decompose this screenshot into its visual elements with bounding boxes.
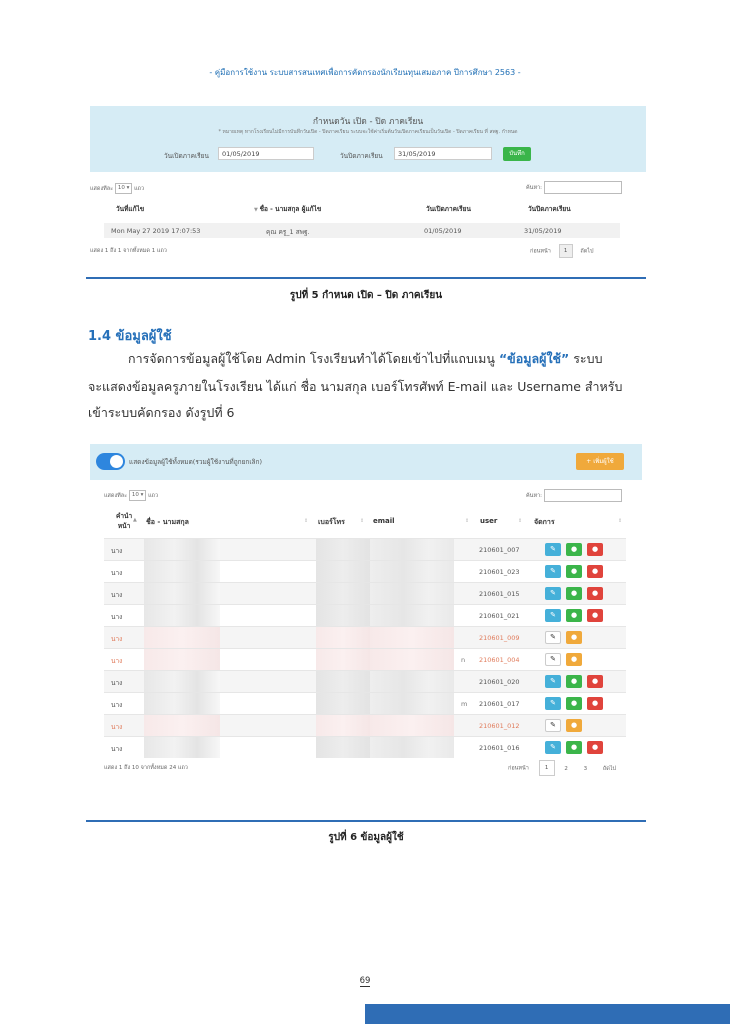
cell-title: นาง — [111, 679, 123, 687]
redacted-phone — [316, 715, 370, 736]
circle-x-icon: ● — [591, 589, 599, 597]
pencil-icon: ✎ — [550, 611, 556, 619]
page-size-select[interactable]: 10 ▾ — [129, 490, 147, 501]
redacted-email — [370, 561, 454, 582]
column-header-close-date[interactable]: วันปิดภาคเรียน — [528, 205, 571, 213]
pencil-icon: ✎ — [550, 699, 556, 707]
table-row — [104, 648, 626, 670]
table-row — [104, 736, 626, 758]
redacted-name — [144, 539, 220, 560]
column-header-phone[interactable]: เบอร์โทร — [318, 518, 345, 526]
enable-button[interactable] — [566, 741, 582, 754]
pencil-icon: ✎ — [550, 721, 556, 729]
page-2-button[interactable]: 2 — [564, 765, 568, 772]
column-header-title-line1: คำนำ — [116, 512, 133, 520]
cell-email-tail: m — [461, 700, 468, 708]
cell-username: 210601_017 — [479, 700, 520, 708]
cell-username: 210601_020 — [479, 678, 520, 686]
redacted-phone — [316, 693, 370, 714]
figure-6-screenshot — [90, 444, 646, 774]
page-size-suffix: แถว — [134, 186, 145, 192]
table-info: แสดง 1 ถึง 10 จากทั้งหมด 24 แถว — [104, 765, 188, 771]
sort-icon: ⇕ — [465, 518, 470, 524]
search-label: ค้นหา: — [526, 493, 543, 499]
pencil-icon: ✎ — [550, 567, 556, 575]
pencil-icon: ✎ — [550, 743, 556, 751]
column-header-manage[interactable]: จัดการ — [534, 518, 555, 526]
dot-icon: ● — [570, 699, 578, 707]
redacted-phone — [316, 737, 370, 758]
dot-icon: ● — [570, 545, 578, 553]
cell-username: 210601_021 — [479, 612, 520, 620]
search-control — [526, 489, 622, 502]
redacted-phone — [316, 627, 370, 648]
search-input[interactable] — [544, 489, 622, 502]
redacted-email — [370, 649, 454, 670]
circle-x-icon: ● — [591, 567, 599, 575]
table-row — [104, 604, 626, 626]
redacted-email — [370, 583, 454, 604]
table-row — [104, 560, 626, 582]
redacted-email — [370, 539, 454, 560]
add-user-button[interactable]: + เพิ่มผู้ใช้ — [576, 453, 624, 470]
column-header-editor-label: ชื่อ - นามสกุล ผู้แก้ไข — [259, 205, 322, 213]
para-text-c: ระบบ — [569, 351, 603, 366]
pencil-icon: ✎ — [550, 545, 556, 553]
search-control — [526, 181, 622, 194]
edit-button[interactable] — [545, 675, 561, 688]
panel-title: กำหนดวัน เปิด - ปิด ภาคเรียน — [312, 117, 424, 127]
disable-button[interactable] — [587, 741, 603, 754]
show-all-label: แสดงข้อมูลผู้ใช้ทั้งหมด(รวมผู้ใช้งานที่ถูกยกเลิก) — [129, 458, 263, 466]
table-row — [104, 692, 626, 714]
circle-x-icon: ● — [591, 699, 599, 707]
sort-desc-icon: ▼ — [254, 207, 260, 213]
table-row — [104, 714, 626, 736]
edit-button[interactable] — [545, 631, 561, 644]
page-size-suffix: แถว — [148, 493, 159, 499]
redacted-name — [144, 649, 220, 670]
restore-button[interactable] — [566, 719, 582, 732]
table-row — [104, 538, 626, 560]
redacted-name — [144, 627, 220, 648]
search-input[interactable] — [544, 181, 622, 194]
pencil-icon: ✎ — [550, 655, 556, 663]
edit-button[interactable] — [545, 653, 561, 666]
page-size-value: 10 — [117, 185, 125, 191]
page-1-button[interactable]: 1 — [539, 760, 555, 776]
column-header-editor[interactable] — [254, 204, 321, 214]
next-page-link[interactable]: ถัดไป — [602, 765, 617, 772]
sort-icon: ⇕ — [518, 518, 523, 524]
redacted-email — [370, 671, 454, 692]
circle-x-icon: ● — [591, 677, 599, 685]
cell-username: 210601_009 — [479, 634, 520, 642]
pagination — [530, 244, 594, 258]
column-header-name[interactable]: ชื่อ - นามสกุล — [146, 518, 189, 526]
cell-username: 210601_007 — [479, 546, 520, 554]
enable-button[interactable] — [566, 697, 582, 710]
redacted-phone — [316, 671, 370, 692]
cell-email-tail: n — [461, 656, 466, 664]
page-3-button[interactable]: 3 — [583, 765, 588, 772]
cell-edit-date: Mon May 27 2019 17:07:53 — [111, 227, 201, 235]
redacted-name — [144, 671, 220, 692]
redacted-name — [144, 583, 220, 604]
close-date-input[interactable]: 31/05/2019 — [394, 147, 492, 160]
disable-button[interactable] — [587, 675, 603, 688]
page-number — [0, 976, 730, 986]
circle-x-icon: ● — [591, 743, 599, 751]
redacted-phone — [316, 605, 370, 626]
figure-6-caption: รูปที่ 6 ข้อมูลผู้ใช้ — [328, 832, 404, 843]
disable-button[interactable] — [587, 697, 603, 710]
page-size-control — [90, 183, 144, 194]
column-header-open-date[interactable]: วันเปิดภาคเรียน — [426, 205, 471, 213]
show-all-toggle[interactable] — [96, 453, 125, 470]
enable-button[interactable] — [566, 543, 582, 556]
open-date-label: วันเปิดภาคเรียน — [164, 152, 209, 160]
panel-note: * หมายเหตุ หากโรงเรียนไม่มีการบันทึกวันเปิด - ปิดภาคเรียน ระบบจะใช้ค่าเริ่มต้นวันเปิดภาคเรียนเป็นวันเปิด - ปิดภาคเรียน ที่ สพฐ. กำหนด — [218, 129, 518, 135]
edit-button[interactable] — [545, 587, 561, 600]
paragraph-line-1 — [88, 347, 648, 371]
cell-title: นาง — [111, 569, 123, 577]
cell-open-date: 01/05/2019 — [424, 227, 462, 235]
cell-username: 210601_016 — [479, 744, 520, 752]
edit-button[interactable] — [545, 609, 561, 622]
footer-bar — [365, 1004, 730, 1024]
redacted-email — [370, 605, 454, 626]
cell-close-date: 31/05/2019 — [524, 227, 562, 235]
cell-title: นาง — [111, 613, 123, 621]
cell-title: นาง — [111, 657, 123, 665]
para-text-a: การจัดการข้อมูลผู้ใช้โดย Admin โรงเรียนทำได้โดยเข้าไปที่แถบเมนู — [128, 351, 499, 366]
page-size-prefix: แสดงทีละ — [90, 186, 114, 192]
redacted-phone — [316, 539, 370, 560]
pencil-icon: ✎ — [550, 633, 556, 641]
page-size-value: 10 — [131, 492, 139, 498]
disable-button[interactable] — [587, 609, 603, 622]
sort-icon: ⇕ — [360, 518, 365, 524]
sort-asc-icon: ▲ — [133, 517, 137, 523]
pagination — [508, 760, 616, 776]
running-header: - คู่มือการใช้งาน ระบบสารสนเทศเพื่อการคัดกรองนักเรียนทุนเสมอภาค ปีการศึกษา 2563 - — [209, 68, 521, 77]
redacted-name — [144, 605, 220, 626]
disable-button[interactable] — [587, 587, 603, 600]
paragraph-line-2: จะแสดงข้อมูลครูภายในโรงเรียน ได้แก่ ชื่อ นามสกุล เบอร์โทรศัพท์ E-mail และ Username สำหรับ — [88, 379, 623, 394]
dot-icon: ● — [570, 589, 578, 597]
restore-button[interactable] — [566, 631, 582, 644]
disable-button[interactable] — [587, 565, 603, 578]
save-button[interactable]: บันทึก — [503, 147, 531, 161]
edit-button[interactable] — [545, 741, 561, 754]
disable-button[interactable] — [587, 543, 603, 556]
page-1-button[interactable]: 1 — [559, 244, 573, 258]
cell-editor: คุณ ครู_1 สพฐ. — [266, 228, 310, 236]
paragraph-line-3: เข้าระบบคัดกรอง ดังรูปที่ 6 — [88, 405, 235, 420]
dot-icon: ● — [570, 633, 578, 641]
search-label: ค้นหา: — [526, 185, 543, 191]
edit-button[interactable] — [545, 543, 561, 556]
figure-5-rule — [86, 277, 646, 279]
column-header-email[interactable]: email — [373, 517, 395, 525]
figure-5-screenshot — [90, 106, 646, 278]
redacted-email — [370, 627, 454, 648]
redacted-phone — [316, 649, 370, 670]
cell-username: 210601_023 — [479, 568, 520, 576]
enable-button[interactable] — [566, 675, 582, 688]
semester-date-panel — [90, 106, 646, 172]
pencil-icon: ✎ — [550, 677, 556, 685]
sort-icon: ⇕ — [618, 518, 623, 524]
prev-page-link[interactable]: ก่อนหน้า — [508, 765, 529, 772]
page-number-text: 69 — [359, 976, 371, 986]
sort-icon: ⇕ — [304, 518, 309, 524]
cell-title: นาง — [111, 745, 123, 753]
column-header-title[interactable] — [116, 511, 132, 531]
circle-x-icon: ● — [591, 545, 599, 553]
pencil-icon: ✎ — [550, 589, 556, 597]
cell-title: นาง — [111, 723, 123, 731]
redacted-email — [370, 737, 454, 758]
dot-icon: ● — [570, 567, 578, 575]
column-header-title-line2: หน้า — [117, 522, 131, 530]
dot-icon: ● — [570, 721, 578, 729]
enable-button[interactable] — [566, 587, 582, 600]
toggle-knob — [110, 455, 123, 468]
redacted-name — [144, 737, 220, 758]
restore-button[interactable] — [566, 653, 582, 666]
cell-title: นาง — [111, 591, 123, 599]
table-row — [104, 670, 626, 692]
edit-button[interactable] — [545, 565, 561, 578]
figure-5-caption: รูปที่ 5 กำหนด เปิด – ปิด ภาคเรียน — [289, 290, 443, 301]
column-header-edit-date[interactable]: วันที่แก้ไข — [116, 205, 145, 213]
dot-icon: ● — [570, 743, 578, 751]
cell-title: นาง — [111, 547, 123, 555]
edit-button[interactable] — [545, 697, 561, 710]
user-toolbar — [90, 444, 642, 480]
cell-username: 210601_015 — [479, 590, 520, 598]
redacted-name — [144, 693, 220, 714]
cell-title: นาง — [111, 701, 123, 709]
column-header-user[interactable]: user — [480, 517, 498, 525]
enable-button[interactable] — [566, 565, 582, 578]
prev-page-link[interactable]: ก่อนหน้า — [530, 248, 551, 255]
para-menu-name: “ข้อมูลผู้ใช้” — [498, 351, 570, 366]
table-info: แสดง 1 ถึง 1 จากทั้งหมด 1 แถว — [90, 248, 167, 254]
figure-6-rule — [86, 820, 646, 822]
edit-button[interactable] — [545, 719, 561, 732]
redacted-email — [370, 715, 454, 736]
redacted-email — [370, 693, 454, 714]
close-date-label: วันปิดภาคเรียน — [340, 152, 383, 160]
page-size-control — [104, 490, 158, 501]
table-row — [104, 223, 620, 238]
dot-icon: ● — [570, 677, 578, 685]
table-row — [104, 626, 626, 648]
cell-title: นาง — [111, 635, 123, 643]
dot-icon: ● — [570, 611, 578, 619]
circle-x-icon: ● — [591, 611, 599, 619]
redacted-name — [144, 715, 220, 736]
page-size-prefix: แสดงทีละ — [104, 493, 128, 499]
redacted-name — [144, 561, 220, 582]
table-row — [104, 582, 626, 604]
page-size-select[interactable]: 10 ▾ — [115, 183, 133, 194]
redacted-phone — [316, 561, 370, 582]
cell-username: 210601_004 — [479, 656, 520, 664]
next-page-link[interactable]: ถัดไป — [580, 248, 594, 255]
cell-username: 210601_012 — [479, 722, 520, 730]
redacted-phone — [316, 583, 370, 604]
enable-button[interactable] — [566, 609, 582, 622]
open-date-input[interactable]: 01/05/2019 — [218, 147, 314, 160]
dot-icon: ● — [570, 655, 578, 663]
section-heading: 1.4 ข้อมูลผู้ใช้ — [88, 329, 172, 344]
